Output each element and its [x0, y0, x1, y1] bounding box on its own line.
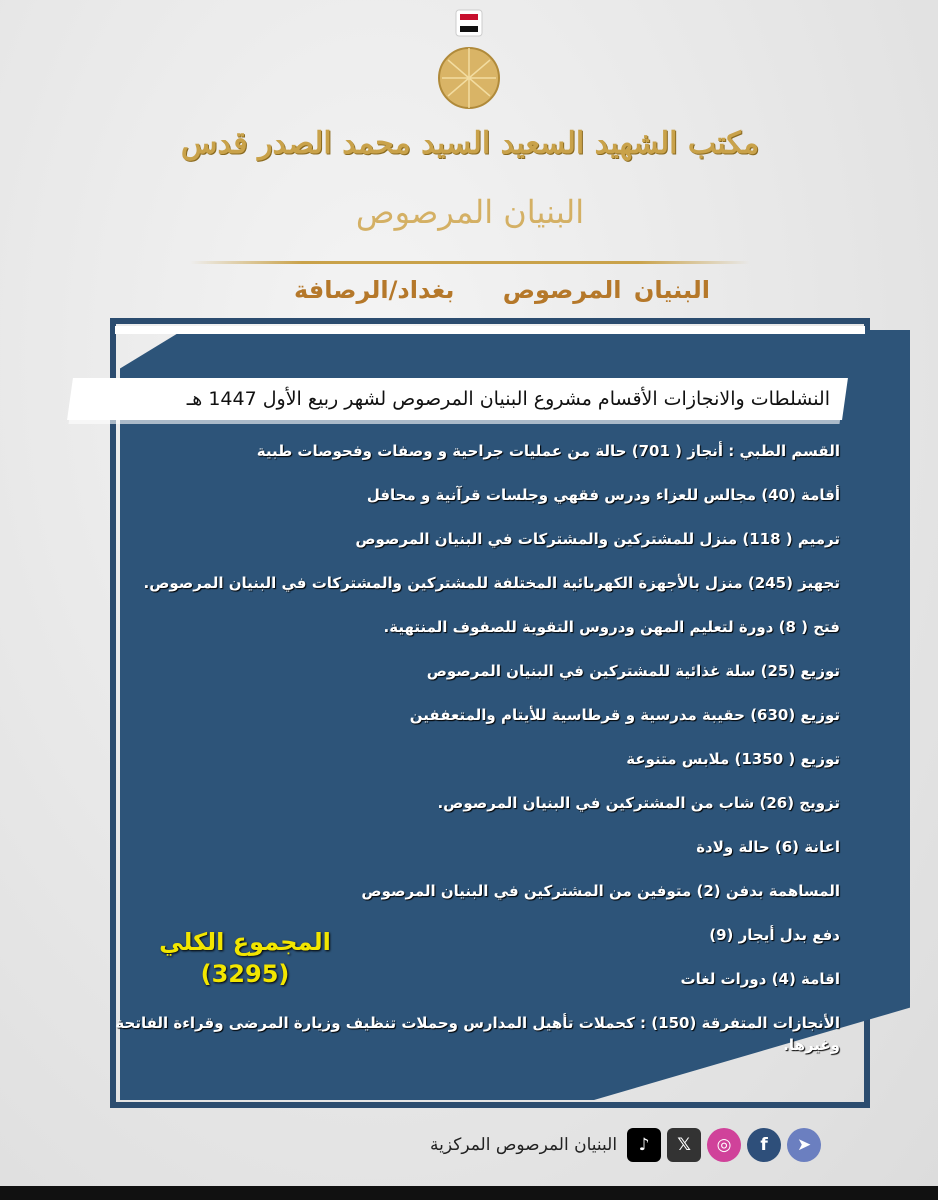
subheader [200, 276, 710, 304]
office-calligraphy-title: مكتب الشهيد السعيد السيد محمد الصدر قدس [180, 126, 760, 161]
report-title: النشلطات والانجازات الأقسام مشروع البنيان المرصوص لشهر ربيع الأول 1447 هـ [186, 388, 830, 410]
list-item: دفع بدل أيجار (9) [709, 926, 840, 944]
list-item: أقامة (40) مجالس للعزاء ودرس فقهي وجلسات قرآنية و محافل [366, 486, 840, 504]
total-value: (3295) [200, 960, 290, 988]
total-label: المجموع الكلي [159, 928, 331, 956]
list-item: المساهمة بدفن (2) متوفين من المشتركين في البنيان المرصوص [361, 882, 840, 900]
list-item: اعانة (6) حالة ولادة [696, 838, 840, 856]
tiktok-icon[interactable]: ♪ [627, 1128, 661, 1162]
list-item: اقامة (4) دورات لغات [680, 970, 840, 988]
project-calligraphy-title: البنيان المرصوص [355, 193, 585, 231]
list-item: توزيع (25) سلة غذائية للمشتركين في البنيان المرصوص [426, 662, 840, 680]
bottom-bar [0, 1186, 938, 1200]
subheader-project: البنيان المرصوص [502, 276, 710, 304]
social-footer [430, 1128, 821, 1162]
x-icon[interactable]: 𝕏 [667, 1128, 701, 1162]
divider [190, 261, 750, 264]
list-item: توزيع (630) حقيبة مدرسية و قرطاسية للأيتام والمتعففين [409, 706, 840, 724]
list-item: تزويج (26) شاب من المشتركين في البنيان المرصوص. [437, 794, 840, 812]
list-item: القسم الطبي : أنجاز ( 701) حالة من عمليات جراحية و وصفات وفحوصات طبية [256, 442, 840, 460]
list-item: فتح ( 8) دورة لتعليم المهن ودروس التقوية للصفوف المنتهية. [383, 618, 840, 636]
instagram-icon[interactable]: ◎ [707, 1128, 741, 1162]
facebook-icon[interactable]: f [747, 1128, 781, 1162]
list-item: توزيع ( 1350) ملابس متنوعة [626, 750, 840, 768]
panel-top-stroke [115, 326, 865, 334]
telegram-icon[interactable]: ➤ [787, 1128, 821, 1162]
list-item: الأنجازات المتفرقة (150) : كحملات تأهيل المدارس وحملات تنظيف وزيارة المرضى وقراءة الفاتحة وغيرها. [115, 1014, 840, 1054]
total-box [145, 928, 345, 988]
subheader-location: بغداد/الرصافة [294, 276, 455, 304]
logo-emblem-icon [428, 8, 510, 118]
list-item: ترميم ( 118) منزل للمشتركين والمشتركات في البنيان المرصوص [355, 530, 840, 548]
list-item: تجهيز (245) منزل بالأجهزة الكهربائية المختلفة للمشتركين والمشتركات في البنيان المرصوص. [143, 574, 840, 592]
footer-account-name: البنيان المرصوص المركزية [430, 1135, 618, 1155]
